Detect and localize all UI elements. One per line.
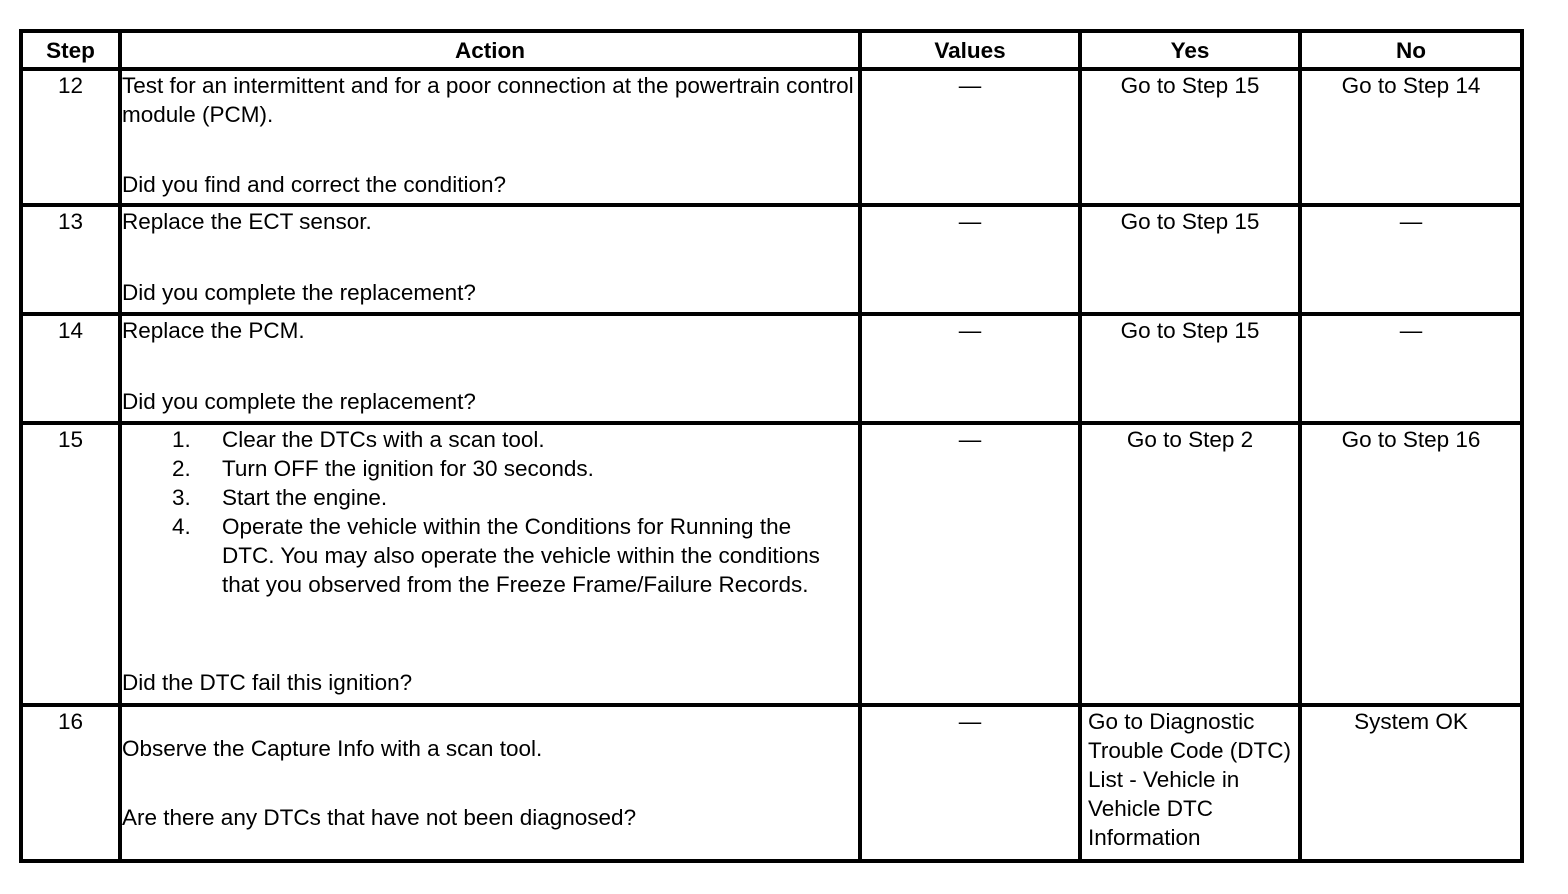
action-text: Test for an intermittent and for a poor connection at the powertrain control module (PCM).: [122, 73, 854, 127]
diagnostic-table: [19, 29, 1524, 863]
header-no: No: [1300, 31, 1522, 69]
list-item: [122, 454, 858, 483]
yes-cell: Go to Step 15: [1080, 69, 1300, 205]
list-item-number: 1.: [172, 427, 191, 452]
list-item-text: Start the engine.: [222, 485, 388, 510]
step-number: 15: [21, 423, 120, 705]
yes-cell: Go to Step 2: [1080, 423, 1300, 705]
list-item-number: 4.: [172, 514, 191, 539]
yes-cell: Go to Diagnostic Trouble Code (DTC) List - Vehicle in Vehicle DTC Information: [1080, 705, 1300, 861]
value-cell: —: [860, 314, 1080, 423]
action-text: Replace the PCM.: [122, 318, 305, 343]
action-cell: [120, 314, 860, 423]
list-item-number: 2.: [172, 456, 191, 481]
action-cell: [120, 69, 860, 205]
list-item-text: Operate the vehicle within the Conditions for Running the DTC. You may also operate the vehicle within the conditions that you observed from the Freeze Frame/Failure Records.: [222, 514, 820, 597]
action-cell: [120, 705, 860, 861]
list-item-number: 3.: [172, 485, 191, 510]
action-question: Did you find and correct the condition?: [122, 172, 506, 197]
list-item-text: Turn OFF the ignition for 30 seconds.: [222, 456, 594, 481]
action-text: Observe the Capture Info with a scan tool.: [122, 736, 543, 761]
yes-cell: Go to Step 15: [1080, 205, 1300, 314]
no-cell: System OK: [1300, 705, 1522, 861]
header-step: Step: [21, 31, 120, 69]
no-cell: Go to Step 14: [1300, 69, 1522, 205]
action-question: Did you complete the replacement?: [122, 280, 476, 305]
header-row: [21, 31, 1522, 69]
list-item: [122, 512, 858, 599]
value-cell: —: [860, 423, 1080, 705]
step-number: 12: [21, 69, 120, 205]
value-cell: —: [860, 205, 1080, 314]
no-cell: —: [1300, 205, 1522, 314]
no-cell: Go to Step 16: [1300, 423, 1522, 705]
table-row: [21, 205, 1522, 314]
header-yes: Yes: [1080, 31, 1300, 69]
value-cell: —: [860, 705, 1080, 861]
step-number: 16: [21, 705, 120, 861]
action-cell: [120, 423, 860, 705]
no-cell: —: [1300, 314, 1522, 423]
action-question: Are there any DTCs that have not been diagnosed?: [122, 805, 637, 830]
list-item: [122, 425, 858, 454]
table-row: [21, 423, 1522, 705]
procedure-list: [122, 425, 858, 599]
action-question: Did you complete the replacement?: [122, 389, 476, 414]
list-item: [122, 483, 858, 512]
value-cell: —: [860, 69, 1080, 205]
action-question: Did the DTC fail this ignition?: [122, 670, 413, 695]
table-row: [21, 705, 1522, 861]
action-cell: [120, 205, 860, 314]
header-values: Values: [860, 31, 1080, 69]
table-row: [21, 314, 1522, 423]
action-text: Replace the ECT sensor.: [122, 209, 372, 234]
header-action: Action: [120, 31, 860, 69]
yes-cell: Go to Step 15: [1080, 314, 1300, 423]
step-number: 13: [21, 205, 120, 314]
step-number: 14: [21, 314, 120, 423]
list-item-text: Clear the DTCs with a scan tool.: [222, 427, 545, 452]
table-row: [21, 69, 1522, 205]
